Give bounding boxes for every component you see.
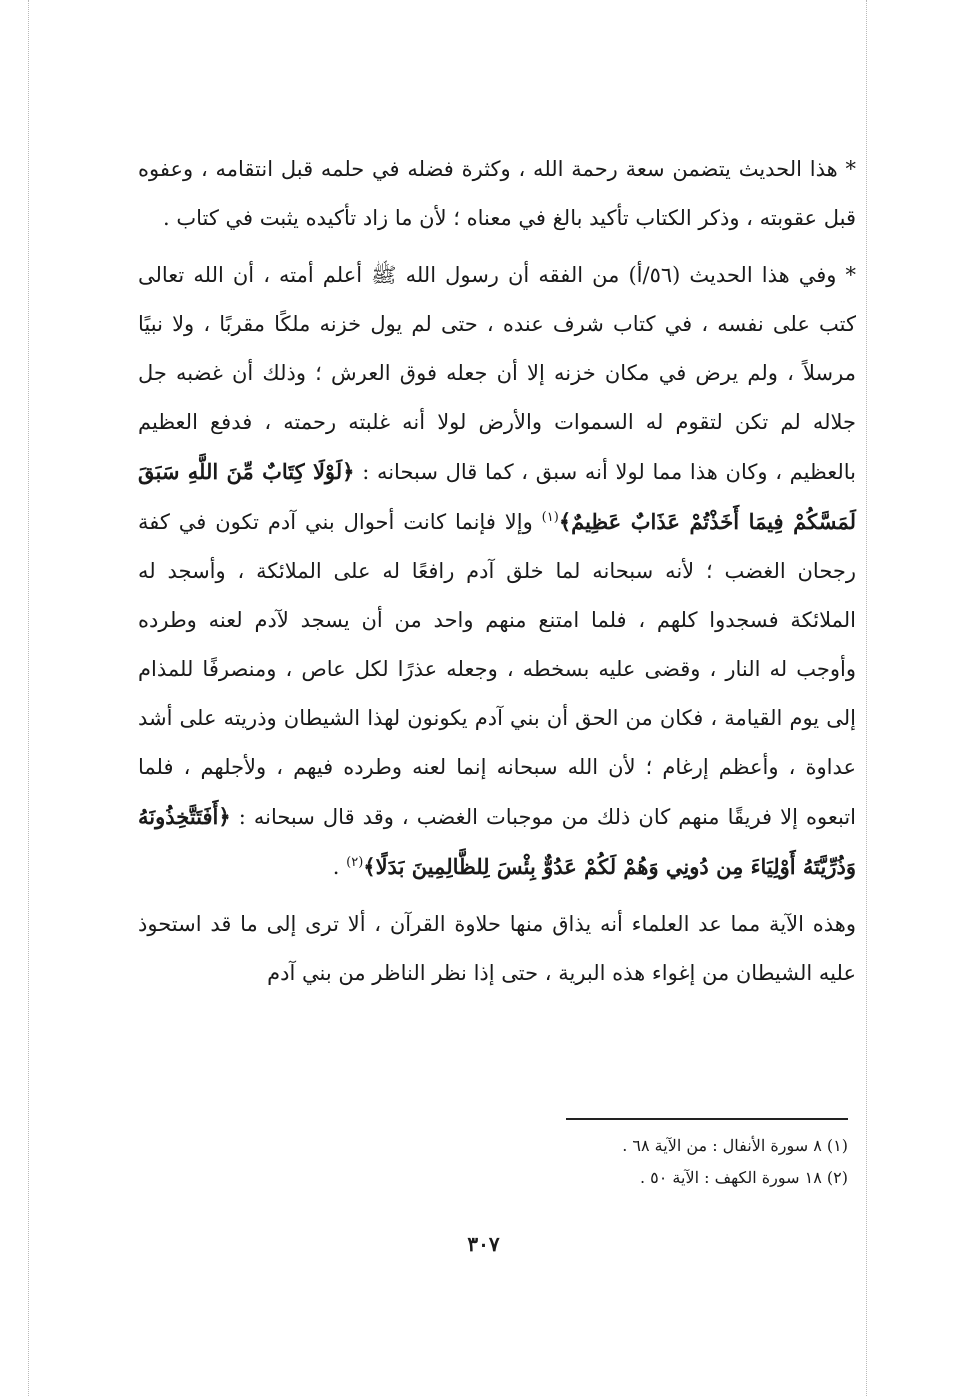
text-line: وعفوه قبل عقوبته ، وذكر الكتاب تأكيد بالغ في معناه ؛ لأن ما زاد تأكيده <box>138 157 856 230</box>
footnote-ref-1[interactable]: (١) <box>541 510 559 525</box>
footnotes <box>438 1130 848 1194</box>
text-line: * هذا الحديث يتضمن سعة رحمة الله ، وكثرة فضله في حلمه قبل انتقامه ، <box>200 157 856 181</box>
page-number: ٣٠٧ <box>467 1232 500 1256</box>
page-edge-left <box>28 0 29 1396</box>
text-line: اتبعوه إلا فريقًا منهم كان ذلك من موجبات الغضب ، وقد قال سبحانه : <box>238 805 856 829</box>
footnote-2: (٢) ١٨ سورة الكهف : الآية ٥٠ . <box>639 1168 848 1187</box>
page-body <box>138 145 856 998</box>
paragraph-3 <box>138 900 856 998</box>
page-edge-right <box>866 0 867 1396</box>
paragraph-1 <box>138 145 856 243</box>
text-line: عليه بسخطه ، وجعله عذرًا لكل عاص ، ومنصرفًا للمذام إلى يوم القيامة ، <box>138 657 856 730</box>
footnote-1: (١) ٨ سورة الأنفال : من الآية ٦٨ . <box>622 1136 848 1155</box>
text-line: وأعظم إرغام ؛ لأن الله سبحانه إنما لعنه وطرده فيهم ، ولأجلهم ، فلما <box>138 755 779 779</box>
footnote-ref-2[interactable]: (٢) <box>346 855 364 870</box>
quran-verse-1: ﴿لَوْلَا كِتَابٌ مِّنَ اللَّهِ سَبَقَ لَمَسَّكُمْ فِيمَا أَخَذْتُمْ عَذَابٌ عَظِيمٌ﴾ <box>138 459 856 534</box>
text-line: لولا أنه غلبته رحمته ، فدفع العظيم بالعظيم ، وكان هذا مما لولا أنه سبق ، <box>138 410 856 484</box>
text-line: يثبت في كتاب . <box>163 206 299 230</box>
sentence-end: . <box>332 855 340 879</box>
text-line: فكان من الحق أن بني آدم يكونون لهذا الشيطان وذريته على أشد عداوة ، <box>138 706 856 779</box>
text-line: مقربًا ، ولا نبيًا مرسلاً ، ولم يرض في مكان خزنه إلا أن جعله فوق <box>138 312 856 385</box>
text-line: استحوذ عليه الشيطان من إغواء هذه البرية ، حتى إذا نظر الناظر من بني آدم <box>138 912 856 985</box>
verse-intro: كما قال سبحانه : <box>362 460 514 484</box>
paragraph-2 <box>138 251 856 892</box>
text-line: تعالى كتب على نفسه ، في كتاب شرف عنده ، حتى لم يول خزنه ملكًا <box>138 263 856 336</box>
quran-verse-2: ﴿أَفَتَتَّخِذُونَهُ وَذُرِّيَّتَهُ أَوْلِيَاءَ مِن دُونِي وَهُمْ لَكُمْ عَدُوٌّ بِئْسَ لِلظَّالِمِينَ بَدَلًا﴾ <box>138 804 856 879</box>
text-line: * وفي هذا الحديث (٥٦/أ) من الفقه أن رسول الله ﷺ أعلم أمته ، أن الله <box>193 263 856 287</box>
footnote-separator <box>566 1118 848 1120</box>
text-line: العرش ؛ وذلك أن غضبه جل جلاله لم تكن لتقوم له السموات والأرض <box>138 361 856 434</box>
text-line: امتنع منهم واحد من أن يسجد لآدم لعنه وطرده وأوجب له النار ، وقضى <box>138 608 856 681</box>
text-line: لما خلق آدم رافعًا له على الملائكة ، وأسجد له الملائكة فسجدوا كلهم ، فلما <box>138 559 856 632</box>
text-line: وإلا فإنما كانت أحوال بني آدم تكون في كفة رجحان الغضب ؛ لأنه سبحانه <box>138 510 857 583</box>
text-line: وهذه الآية مما عد العلماء أنه يذاق منها حلاوة القرآن ، ألا ترى إلى ما قد <box>210 912 856 936</box>
